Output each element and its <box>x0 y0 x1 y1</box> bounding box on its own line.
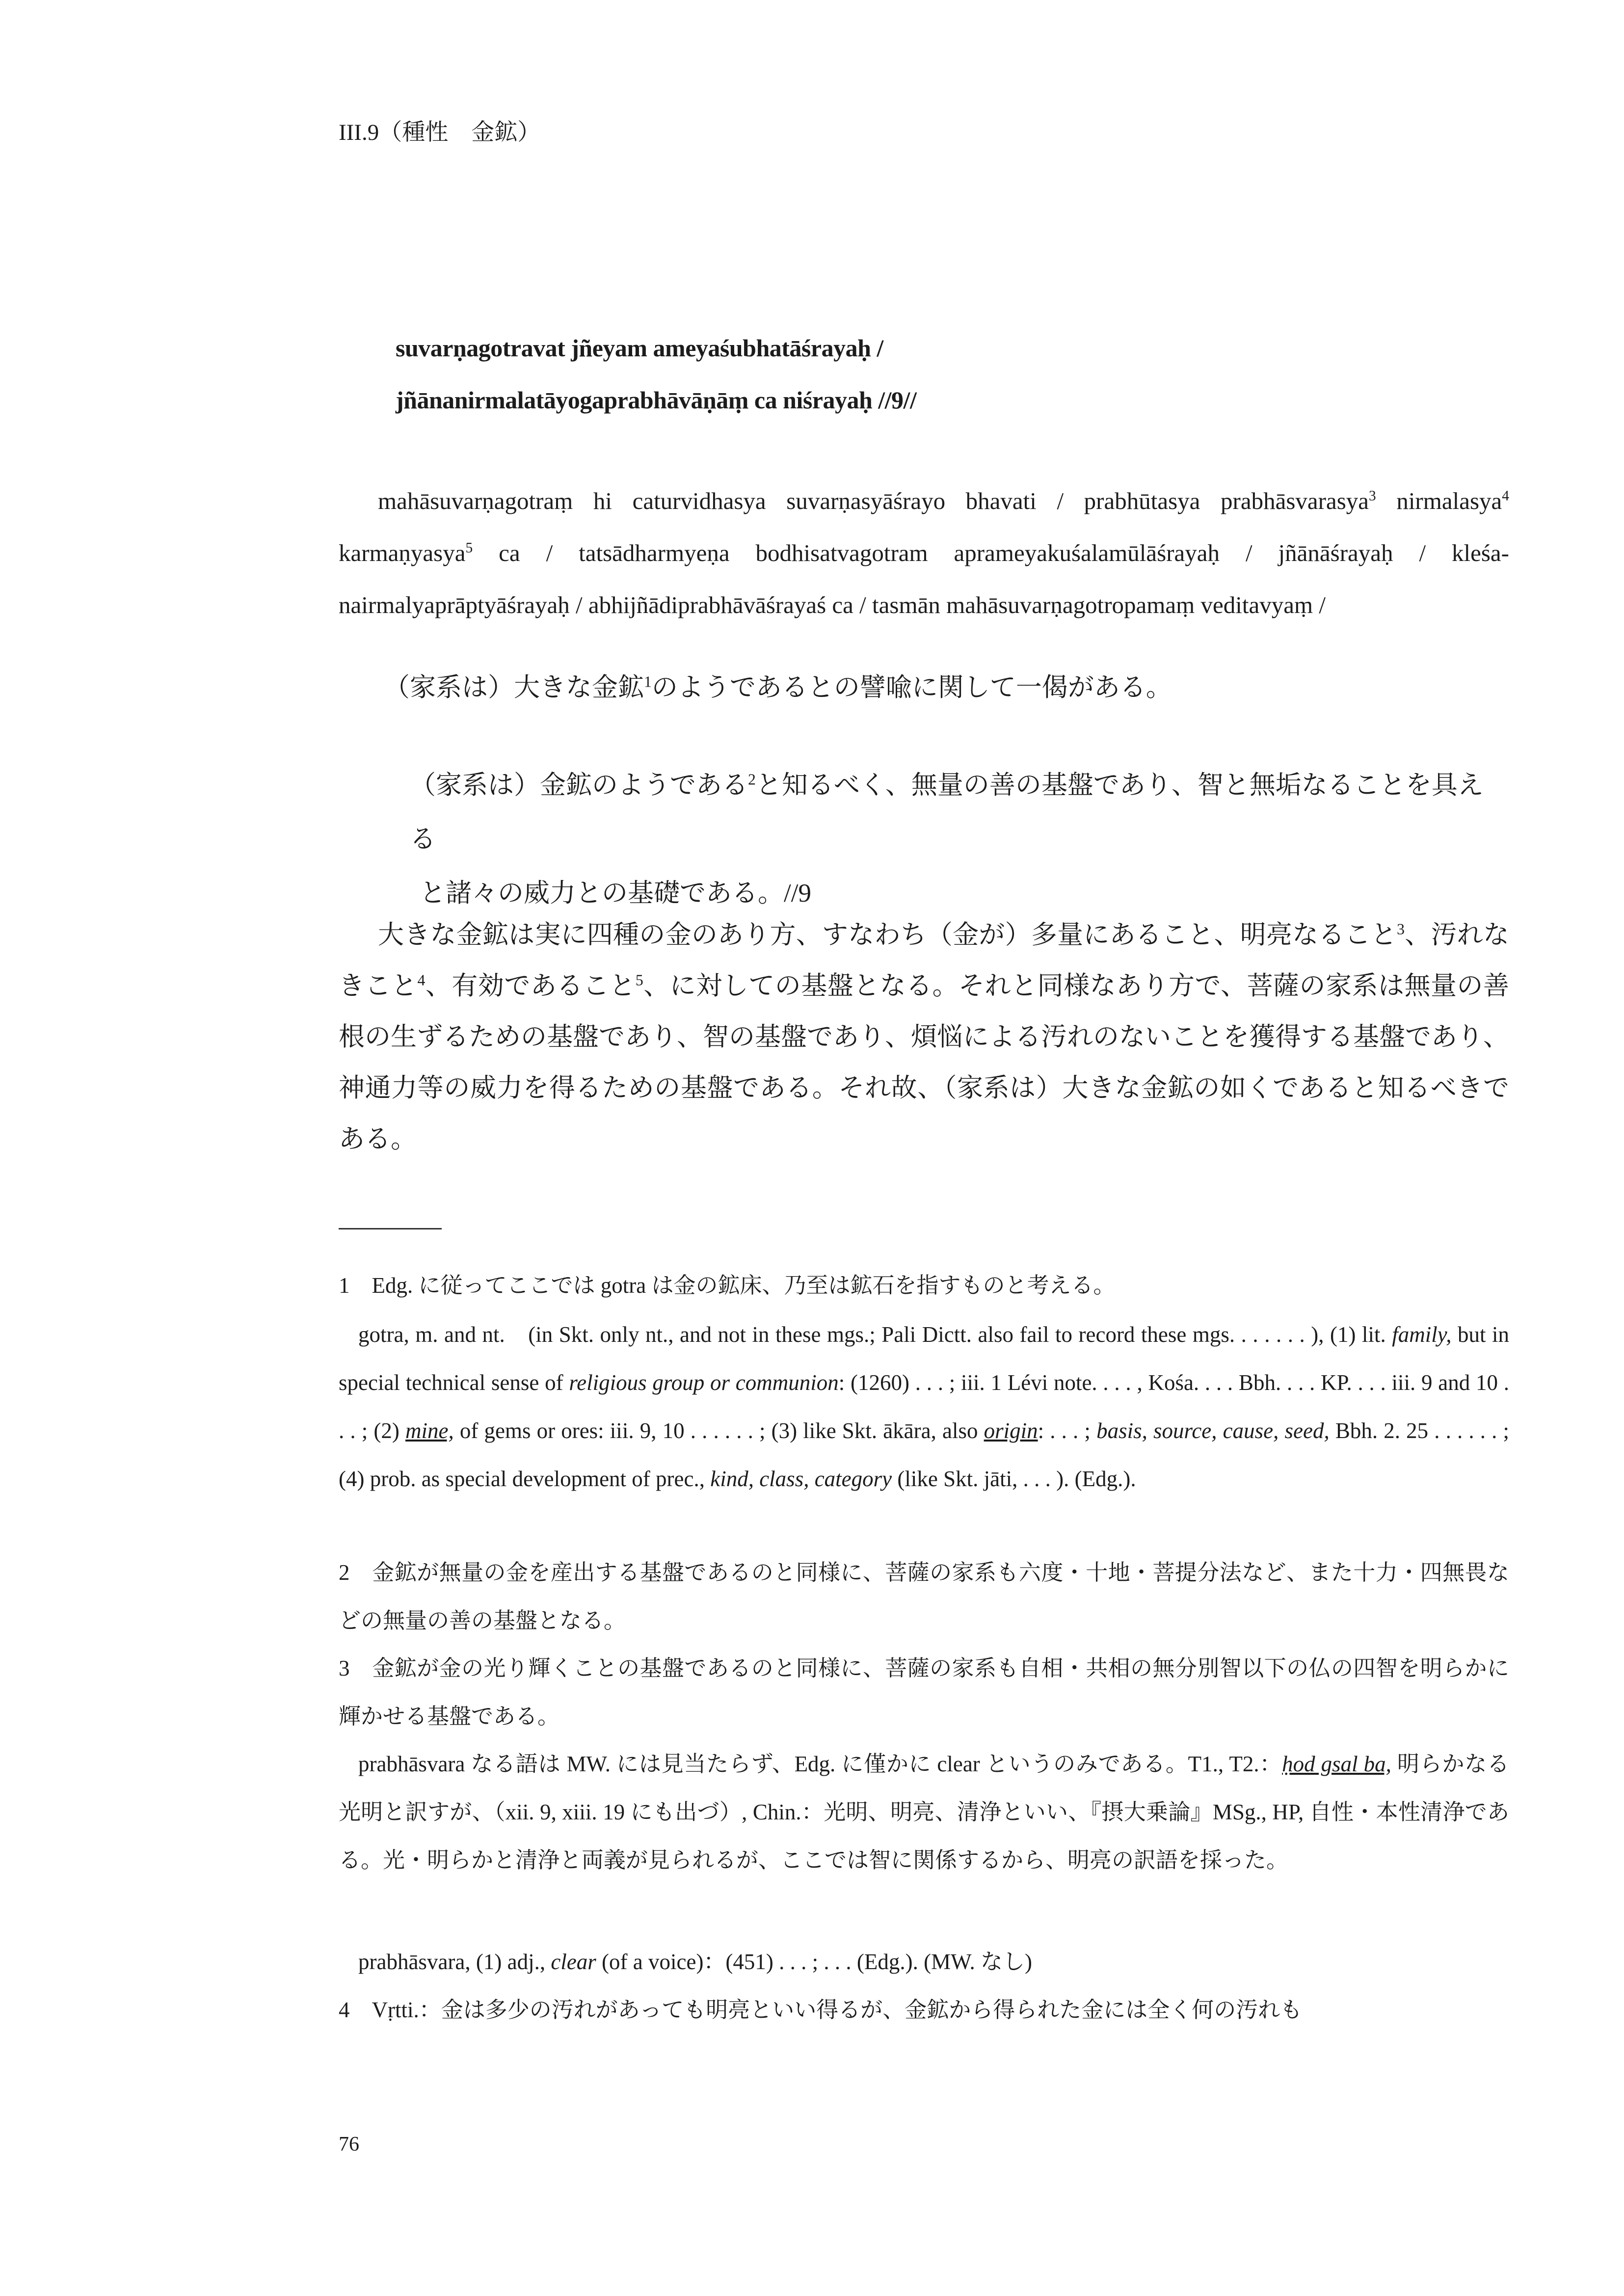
footnote-ref-4: 4 <box>1502 488 1509 504</box>
sanskrit-commentary-text: karmaṇyasya <box>339 539 466 566</box>
footnote-ref-2: 2 <box>748 771 756 788</box>
footnote-3-note <box>339 1740 1509 1884</box>
quote-italic: kind, class, category <box>710 1467 892 1491</box>
footnote-3-definition <box>339 1938 1509 1986</box>
page-number: 76 <box>339 2133 359 2156</box>
sanskrit-commentary-text: ca / tatsādharmyeṇa bodhisatvagotram aprameyakuśalamūlāśrayaḥ / jñānāśrayaḥ / kleśa-nairmalyaprāptyāśrayaḥ / abhijñādiprabhāvāśrayaś ca / tasmān mahāsuvarṇagotropamaṃ veditavyaṃ / <box>339 539 1509 618</box>
note-text: prabhāsvara なる語は MW. には見当たらず、Edg. に僅かに clear というのみである。T1., T2.： <box>358 1752 1282 1776</box>
quote-text: (like Skt. jāti, . . . ). (Edg.). <box>892 1467 1136 1491</box>
footnote-4: 4 Vṛtti.：金は多少の汚れがあっても明亮といい得るが、金鉱から得られた金には全く何の汚れも <box>339 1998 1303 2022</box>
definition-text: prabhāsvara, (1) adj., <box>358 1949 551 1974</box>
japanese-verse-line-1 <box>410 758 1509 866</box>
footnote-1-quote <box>339 1310 1509 1503</box>
japanese-verse-text: （家系は）金鉱のようである <box>410 771 748 800</box>
footnote-2: 2 金鉱が無量の金を産出する基盤であるのと同様に、菩薩の家系も六度・十地・菩提分法など、また十力・四無畏などの無量の善の基盤となる。 <box>339 1560 1509 1633</box>
footnote-ref-1: 1 <box>644 673 652 691</box>
translation-text: 、汚れなきこと <box>339 921 1510 1000</box>
translation-text: 、有効であること <box>425 972 636 1000</box>
footnote-ref-5: 5 <box>635 971 643 989</box>
definition-italic: clear <box>551 1949 596 1974</box>
footnote-3: 3 金鉱が金の光り輝くことの基盤であるのと同様に、菩薩の家系も自相・共相の無分別智以下の仏の四智を明らかに輝かせる基盤である。 <box>339 1656 1509 1729</box>
japanese-verse-text: と知るべく、無量の善の基盤であり、智と無垢なることを具える <box>410 771 1484 854</box>
quote-text: : . . . ; <box>1038 1418 1097 1443</box>
quote-text: : (1260) . . . ; iii. 1 Lévi note. . . . , Kośa. . . . Bbh. . . . KP. . . . iii. 9 and 10 . . . ; (2) <box>339 1370 1509 1443</box>
footnote-ref-3: 3 <box>1369 488 1376 504</box>
quote-text: Bbh. 2. 25 . . . . . . ; (4) prob. as special development of prec., <box>339 1418 1510 1491</box>
footnote-ref-3: 3 <box>1397 920 1405 938</box>
japanese-verse-line-2: と諸々の威力との基礎である。//9 <box>420 879 811 908</box>
sanskrit-commentary <box>339 475 1509 631</box>
quote-text: but in special technical sense of <box>339 1322 1509 1395</box>
quote-text: of gems or ores: iii. 9, 10 . . . . . . ; (3) like Skt. ākāra, also <box>453 1418 984 1443</box>
japanese-verse <box>410 758 1509 920</box>
sanskrit-commentary-text: nirmalasya <box>1376 487 1502 514</box>
quote-text: gotra, m. and nt. (in Skt. only nt., and not in these mgs.; Pali Dictt. also fail to record these mgs. . . . . . . ), (1) lit. <box>358 1322 1392 1347</box>
japanese-intro-text: （家系は）大きな金鉱 <box>384 673 644 702</box>
footnote-ref-5: 5 <box>465 540 473 556</box>
quote-italic: mine, <box>405 1418 454 1443</box>
section-header: III.9（種性 金鉱） <box>339 120 541 145</box>
footnote-1: 1 Edg. に従ってここでは gotra は金の鉱床、乃至は鉱石を指すものと考える。 <box>339 1273 1116 1298</box>
definition-text: (of a voice)：(451) . . . ; . . . (Edg.). (MW. なし) <box>596 1949 1032 1974</box>
sanskrit-verse-line-1: suvarṇagotravat jñeyam ameyaśubhatāśrayaḥ / <box>396 334 883 362</box>
quote-italic: basis, source, cause, seed, <box>1096 1418 1330 1443</box>
footnote-ref-4: 4 <box>417 971 426 989</box>
footnote-divider <box>339 1228 442 1229</box>
japanese-intro <box>384 667 1172 704</box>
quote-italic: family, <box>1392 1322 1452 1347</box>
note-italic: ḥod gsal ba, <box>1282 1752 1391 1776</box>
sanskrit-commentary-text: mahāsuvarṇagotraṃ hi caturvidhasya suvarṇasyāśrayo bhavati / prabhūtasya prabhāsvarasya <box>378 487 1369 514</box>
note-text: 明らかなる光明と訳すが、（xii. 9, xiii. 19 にも出づ）, Chin.：光明、明亮、清浄といい、『摂大乗論』MSg., HP, 自性・本性清浄である。光・明らかと清浄と両義が見られるが、ここでは智に関係するから、明亮の訳語を採った。 <box>339 1752 1509 1872</box>
translation-text: 、に対しての基盤となる。それと同様なあり方で、菩薩の家系は無量の善根の生ずるための基盤であり、智の基盤であり、煩悩による汚れのないことを獲得する基盤であり、神通力等の威力を得るための基盤である。それ故、（家系は）大きな金鉱の如くであると知るべきである。 <box>339 972 1509 1153</box>
sanskrit-verse-line-2: jñānanirmalatāyogaprabhāvāṇāṃ ca niśrayaḥ //9// <box>396 386 917 414</box>
quote-italic: religious group or communion <box>569 1370 839 1395</box>
japanese-intro-text: のようであるとの譬喩に関して一偈がある。 <box>651 673 1172 702</box>
quote-italic: origin <box>984 1418 1038 1443</box>
translation-text: 大きな金鉱は実に四種の金のあり方、すなわち（金が）多量にあること、明亮なること <box>378 921 1397 949</box>
japanese-translation <box>339 909 1509 1165</box>
